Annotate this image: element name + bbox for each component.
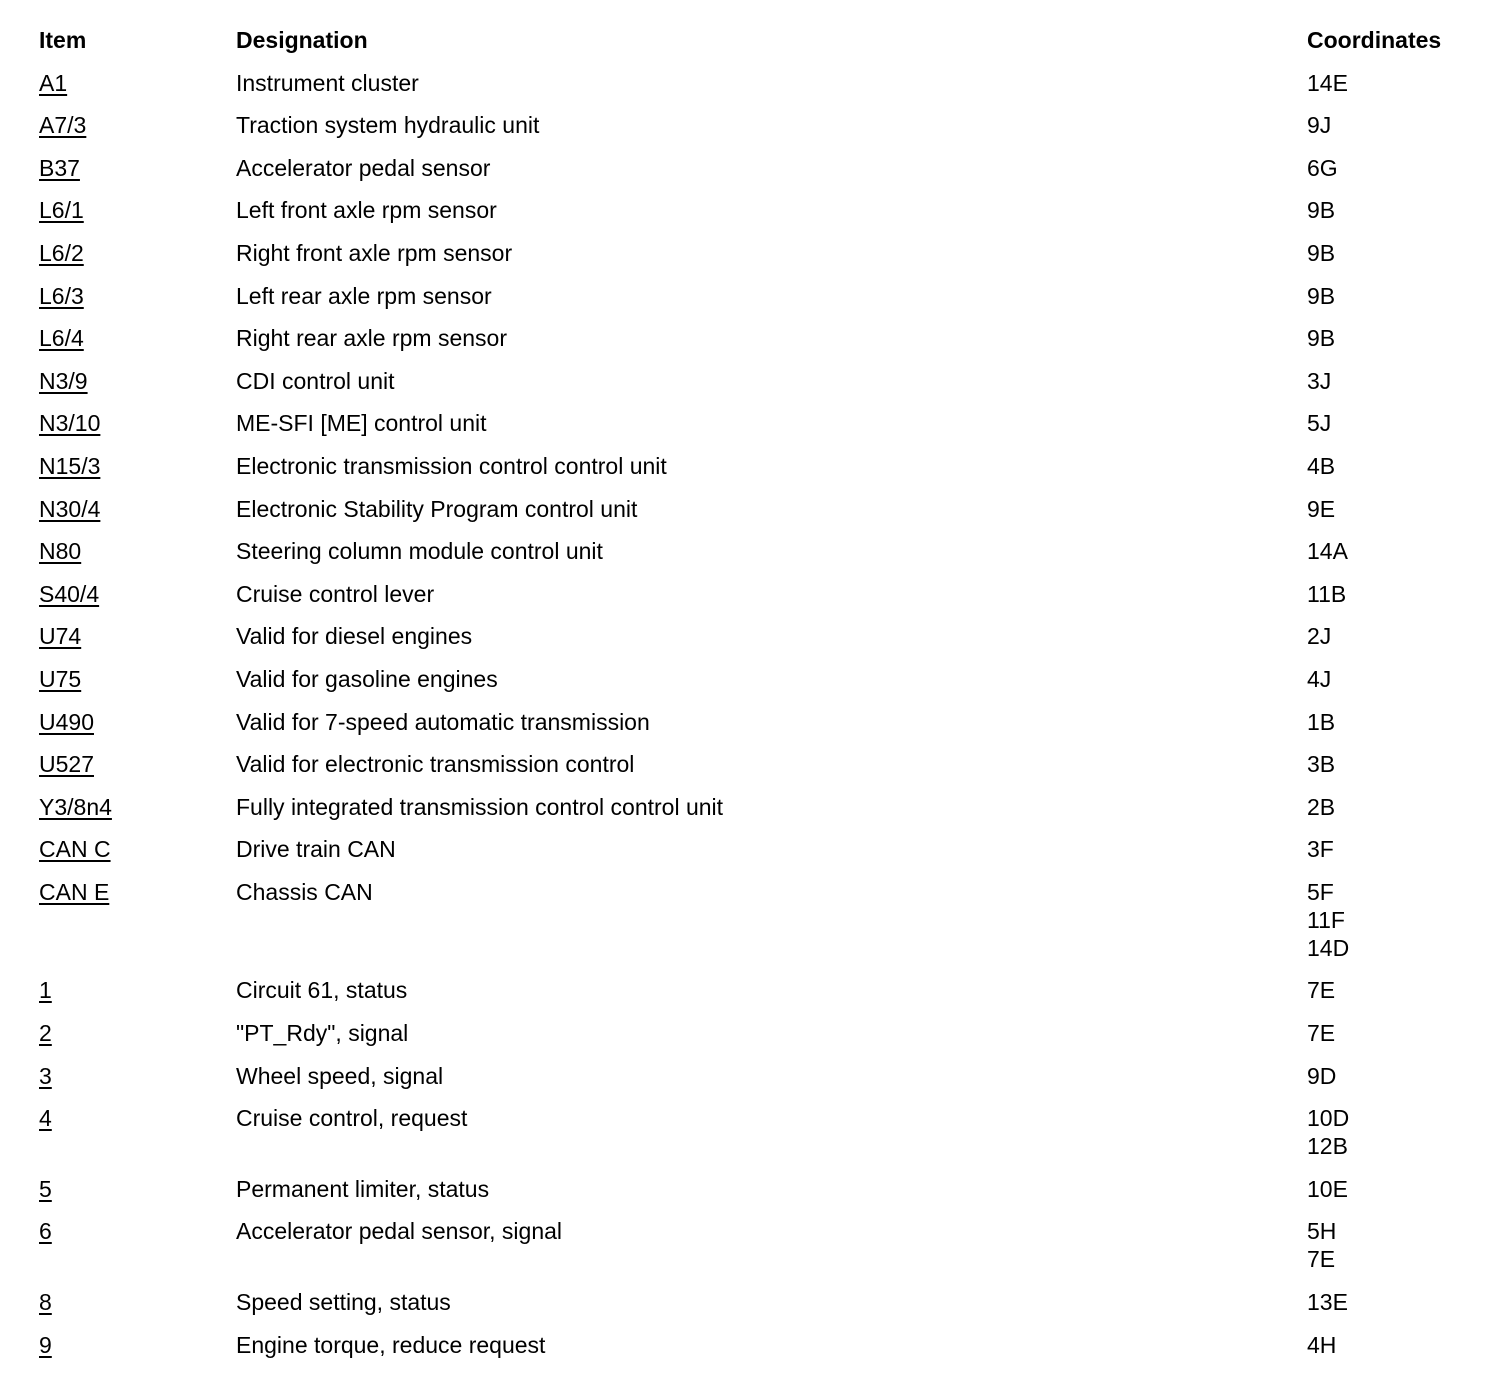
coordinates-cell [1307,537,1479,565]
coordinate-value: 3F [1307,836,1334,863]
coordinate-value: 4H [1307,1331,1337,1358]
table-row [39,1288,1479,1316]
item-cell [39,665,236,693]
item-link[interactable]: 5 [39,1175,52,1202]
designation-cell: Speed setting, status [236,1289,451,1316]
item-cell [39,409,236,437]
coordinate-value: 6G [1307,154,1338,181]
item-link[interactable]: B37 [39,154,80,181]
designation-cell: Steering column module control unit [236,538,603,565]
item-cell [39,367,236,395]
item-cell [39,324,236,352]
item-cell [39,69,236,97]
table-row [39,1331,1479,1359]
coordinate-value: 11B [1307,580,1347,607]
designation-cell: "PT_Rdy", signal [236,1020,409,1047]
table-row [39,580,1479,608]
coordinates-cell [1307,196,1479,224]
designation-cell: Valid for diesel engines [236,623,473,650]
item-cell [39,1175,236,1203]
designation-cell: Left front axle rpm sensor [236,197,497,224]
coordinate-value: 2B [1307,793,1336,820]
coordinates-cell [1307,580,1479,608]
designation-column-header: Designation [236,27,368,53]
coordinate-value: 2J [1307,623,1332,650]
coordinates-cell [1307,324,1479,352]
item-link[interactable]: U527 [39,751,94,778]
coordinates-cell [1307,282,1479,310]
item-cell [39,1331,236,1359]
coordinate-value: 9E [1307,495,1336,522]
coordinate-value: 7E [1307,1246,1336,1273]
item-cell [39,537,236,565]
table-row [39,878,1479,962]
table-row [39,835,1479,863]
item-link[interactable]: 3 [39,1062,52,1089]
table-row [39,1062,1479,1090]
table-row [39,1104,1479,1160]
item-link[interactable]: N30/4 [39,495,101,522]
table-row [39,793,1479,821]
item-link[interactable]: U74 [39,623,82,650]
item-link[interactable]: 8 [39,1289,52,1316]
item-cell [39,793,236,821]
item-link[interactable]: CAN E [39,878,110,905]
coordinates-column-header: Coordinates [1307,27,1442,53]
item-cell [39,1062,236,1090]
table-row [39,69,1479,97]
coordinate-value: 12B [1307,1133,1348,1160]
coordinate-value: 14D [1307,934,1350,961]
item-link[interactable]: N3/10 [39,410,101,437]
table-row [39,324,1479,352]
designation-cell: Wheel speed, signal [236,1062,444,1089]
coordinates-cell [1307,154,1479,182]
coordinate-value: 4J [1307,665,1332,692]
table-row [39,750,1479,778]
item-cell [39,452,236,480]
designation-cell: Valid for electronic transmission control [236,751,635,778]
table-row [39,622,1479,650]
item-link[interactable]: U75 [39,665,82,692]
coordinates-cell [1307,976,1479,1004]
coordinate-value: 14E [1307,69,1348,96]
table-row [39,665,1479,693]
coordinate-value: 11F [1307,906,1345,933]
table-row [39,495,1479,523]
coordinate-value: 3B [1307,751,1336,778]
designation-cell: Traction system hydraulic unit [236,112,540,139]
item-link[interactable]: 9 [39,1331,52,1358]
coordinate-value: 10D [1307,1105,1350,1132]
table-row [39,452,1479,480]
legend-table [39,26,1479,1373]
coordinates-cell [1307,239,1479,267]
coordinates-cell [1307,1104,1479,1160]
item-cell [39,1019,236,1047]
table-row [39,1217,1479,1273]
coordinates-cell [1307,750,1479,778]
item-link[interactable]: 4 [39,1105,52,1132]
item-cell [39,154,236,182]
table-row [39,239,1479,267]
item-link[interactable]: CAN C [39,836,111,863]
coordinates-cell [1307,1331,1479,1359]
table-row [39,196,1479,224]
coordinates-cell [1307,111,1479,139]
coordinate-value: 9B [1307,197,1336,224]
item-link[interactable]: A7/3 [39,112,87,139]
item-link[interactable]: N80 [39,538,82,565]
coordinate-value: 9J [1307,112,1332,139]
designation-cell: Left rear axle rpm sensor [236,282,492,309]
item-cell [39,1217,236,1245]
coordinate-value: 5F [1307,878,1334,905]
item-link[interactable]: U490 [39,708,94,735]
coordinate-value: 7E [1307,1020,1336,1047]
coordinate-value: 1B [1307,708,1336,735]
table-row [39,537,1479,565]
coordinates-cell [1307,1288,1479,1316]
table-row [39,282,1479,310]
item-cell [39,196,236,224]
designation-cell: Right rear axle rpm sensor [236,325,507,352]
designation-cell: Accelerator pedal sensor [236,154,491,181]
item-cell [39,750,236,778]
table-row [39,976,1479,1004]
item-cell [39,580,236,608]
coordinates-cell [1307,1019,1479,1047]
designation-cell: CDI control unit [236,367,395,394]
designation-cell: Instrument cluster [236,69,419,96]
designation-cell: Valid for 7-speed automatic transmission [236,708,650,735]
item-link[interactable]: 1 [39,977,52,1004]
coordinate-value: 9D [1307,1062,1337,1089]
item-cell [39,878,236,906]
coordinates-cell [1307,367,1479,395]
table-row [39,409,1479,437]
coordinates-cell [1307,622,1479,650]
coordinates-cell [1307,69,1479,97]
legend-rows [39,69,1479,1359]
coordinate-value: 14A [1307,538,1348,565]
table-row [39,154,1479,182]
coordinates-cell [1307,665,1479,693]
legend-header [39,26,1479,54]
coordinate-value: 5H [1307,1218,1337,1245]
item-link[interactable]: N15/3 [39,452,101,479]
item-cell [39,708,236,736]
designation-cell: Electronic Stability Program control unit [236,495,638,522]
designation-cell: Drive train CAN [236,836,396,863]
designation-cell: Chassis CAN [236,878,373,905]
coordinates-cell [1307,452,1479,480]
designation-cell: Electronic transmission control control unit [236,452,667,479]
coordinates-cell [1307,835,1479,863]
designation-cell: Permanent limiter, status [236,1175,490,1202]
designation-cell: Accelerator pedal sensor, signal [236,1218,563,1245]
designation-cell: Engine torque, reduce request [236,1331,546,1358]
coordinates-cell [1307,1217,1479,1273]
coordinate-value: 13E [1307,1289,1348,1316]
coordinates-cell [1307,708,1479,736]
item-link[interactable]: L6/4 [39,325,84,352]
designation-cell: Cruise control lever [236,580,435,607]
coordinates-cell [1307,878,1479,962]
item-column-header: Item [39,27,87,53]
item-cell [39,239,236,267]
table-row [39,367,1479,395]
designation-cell: Fully integrated transmission control control unit [236,793,724,820]
coordinate-value: 4B [1307,452,1336,479]
item-cell [39,976,236,1004]
coordinates-cell [1307,793,1479,821]
coordinate-value: 7E [1307,977,1336,1004]
coordinate-value: 10E [1307,1175,1348,1202]
item-cell [39,835,236,863]
item-link[interactable]: S40/4 [39,580,100,607]
item-link[interactable]: 6 [39,1218,52,1245]
designation-cell: Valid for gasoline engines [236,665,498,692]
table-row [39,708,1479,736]
item-link[interactable]: 2 [39,1020,52,1047]
coordinates-cell [1307,1062,1479,1090]
coordinate-value: 3J [1307,367,1332,394]
table-row [39,111,1479,139]
coordinate-value: 9B [1307,239,1336,266]
table-row [39,1175,1479,1203]
coordinate-value: 9B [1307,325,1336,352]
designation-cell: ME-SFI [ME] control unit [236,410,487,437]
designation-cell: Cruise control, request [236,1105,468,1132]
designation-cell: Circuit 61, status [236,977,408,1004]
item-link[interactable]: N3/9 [39,367,88,394]
item-cell [39,495,236,523]
item-link[interactable]: Y3/8n4 [39,793,112,820]
coordinates-cell [1307,1175,1479,1203]
table-row [39,1019,1479,1047]
coordinate-value: 9B [1307,282,1336,309]
designation-cell: Right front axle rpm sensor [236,239,513,266]
item-cell [39,1104,236,1132]
item-link[interactable]: L6/2 [39,239,84,266]
coordinates-cell [1307,409,1479,437]
item-cell [39,1288,236,1316]
item-link[interactable]: L6/3 [39,282,84,309]
item-link[interactable]: L6/1 [39,197,84,224]
item-cell [39,282,236,310]
item-cell [39,622,236,650]
coordinate-value: 5J [1307,410,1332,437]
item-cell [39,111,236,139]
coordinates-cell [1307,495,1479,523]
item-link[interactable]: A1 [39,69,68,96]
